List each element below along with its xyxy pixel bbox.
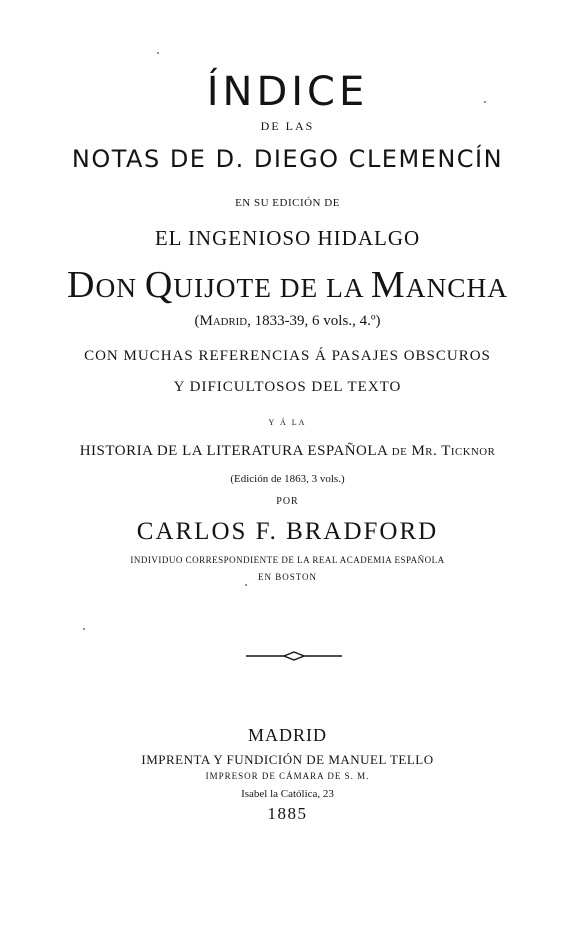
quijote-title: [0, 266, 575, 304]
author-name: CARLOS F. BRADFORD: [136, 518, 439, 545]
referencias-line: CON MUCHAS REFERENCIAS Á PASAJES OBSCUROS: [84, 348, 491, 364]
edicion-1863-note: (Edición de 1863, 3 vols.): [230, 473, 345, 485]
dificultosos-line: Y DIFICULTOSOS DEL TEXTO: [173, 379, 402, 395]
madrid-after: , 1833-39, 6 vols., 4.º): [247, 313, 381, 329]
paper-speck: [157, 52, 159, 54]
en-boston: EN BOSTON: [257, 572, 318, 582]
historia-t-rest: ICKNOR: [450, 446, 496, 458]
y-a-la: Y Á LA: [268, 418, 307, 427]
paper-speck: [245, 584, 247, 586]
madrid-open: (M: [194, 313, 213, 329]
ingenioso-line: EL INGENIOSO HIDALGO: [154, 226, 421, 250]
notas-line: NOTAS DE D. DIEGO CLEMENCÍN: [71, 145, 504, 173]
madrid-edition-note: [0, 314, 575, 329]
por-label: POR: [276, 496, 299, 507]
historia-de: DE: [391, 446, 408, 458]
madrid-rest: ADRID: [212, 316, 248, 328]
quijote-d-rest: ON: [95, 273, 145, 303]
paper-speck: [484, 101, 486, 103]
quijote-q-rest: UIJOTE DE LA: [173, 273, 371, 303]
historia-main: HISTORIA DE LA LITERATURA ESPAÑOLA: [79, 443, 392, 459]
imprint-impresor: IMPRESOR DE CÁMARA DE S. M.: [205, 771, 370, 781]
quijote-q-cap: Q: [144, 264, 174, 306]
ornament-rule-icon: [246, 650, 342, 662]
historia-t-cap: T: [441, 443, 451, 459]
imprint-printer: IMPRENTA Y FUNDICIÓN DE MANUEL TELLO: [141, 752, 434, 767]
quijote-m-cap: M: [370, 264, 406, 306]
quijote-d-cap: D: [67, 264, 96, 306]
individuo-line: INDIVIDUO CORRESPONDIENTE DE LA REAL ACADEMIA ESPAÑOLA: [130, 555, 445, 565]
historia-mr-rest: R: [425, 446, 433, 458]
quijote-m-rest: ANCHA: [405, 273, 508, 303]
page-title: ÍNDICE: [206, 69, 369, 115]
imprint-year: 1885: [267, 804, 308, 823]
edicion-line: EN SU EDICIÓN DE: [235, 197, 340, 209]
historia-mr-cap: M: [407, 443, 426, 459]
subtitle-de-las: DE LAS: [260, 119, 315, 133]
historia-dot: .: [433, 443, 442, 459]
historia-line: [0, 444, 575, 459]
paper-speck: [83, 628, 85, 630]
imprint-city: MADRID: [247, 725, 327, 745]
imprint-address: Isabel la Católica, 23: [241, 788, 334, 800]
